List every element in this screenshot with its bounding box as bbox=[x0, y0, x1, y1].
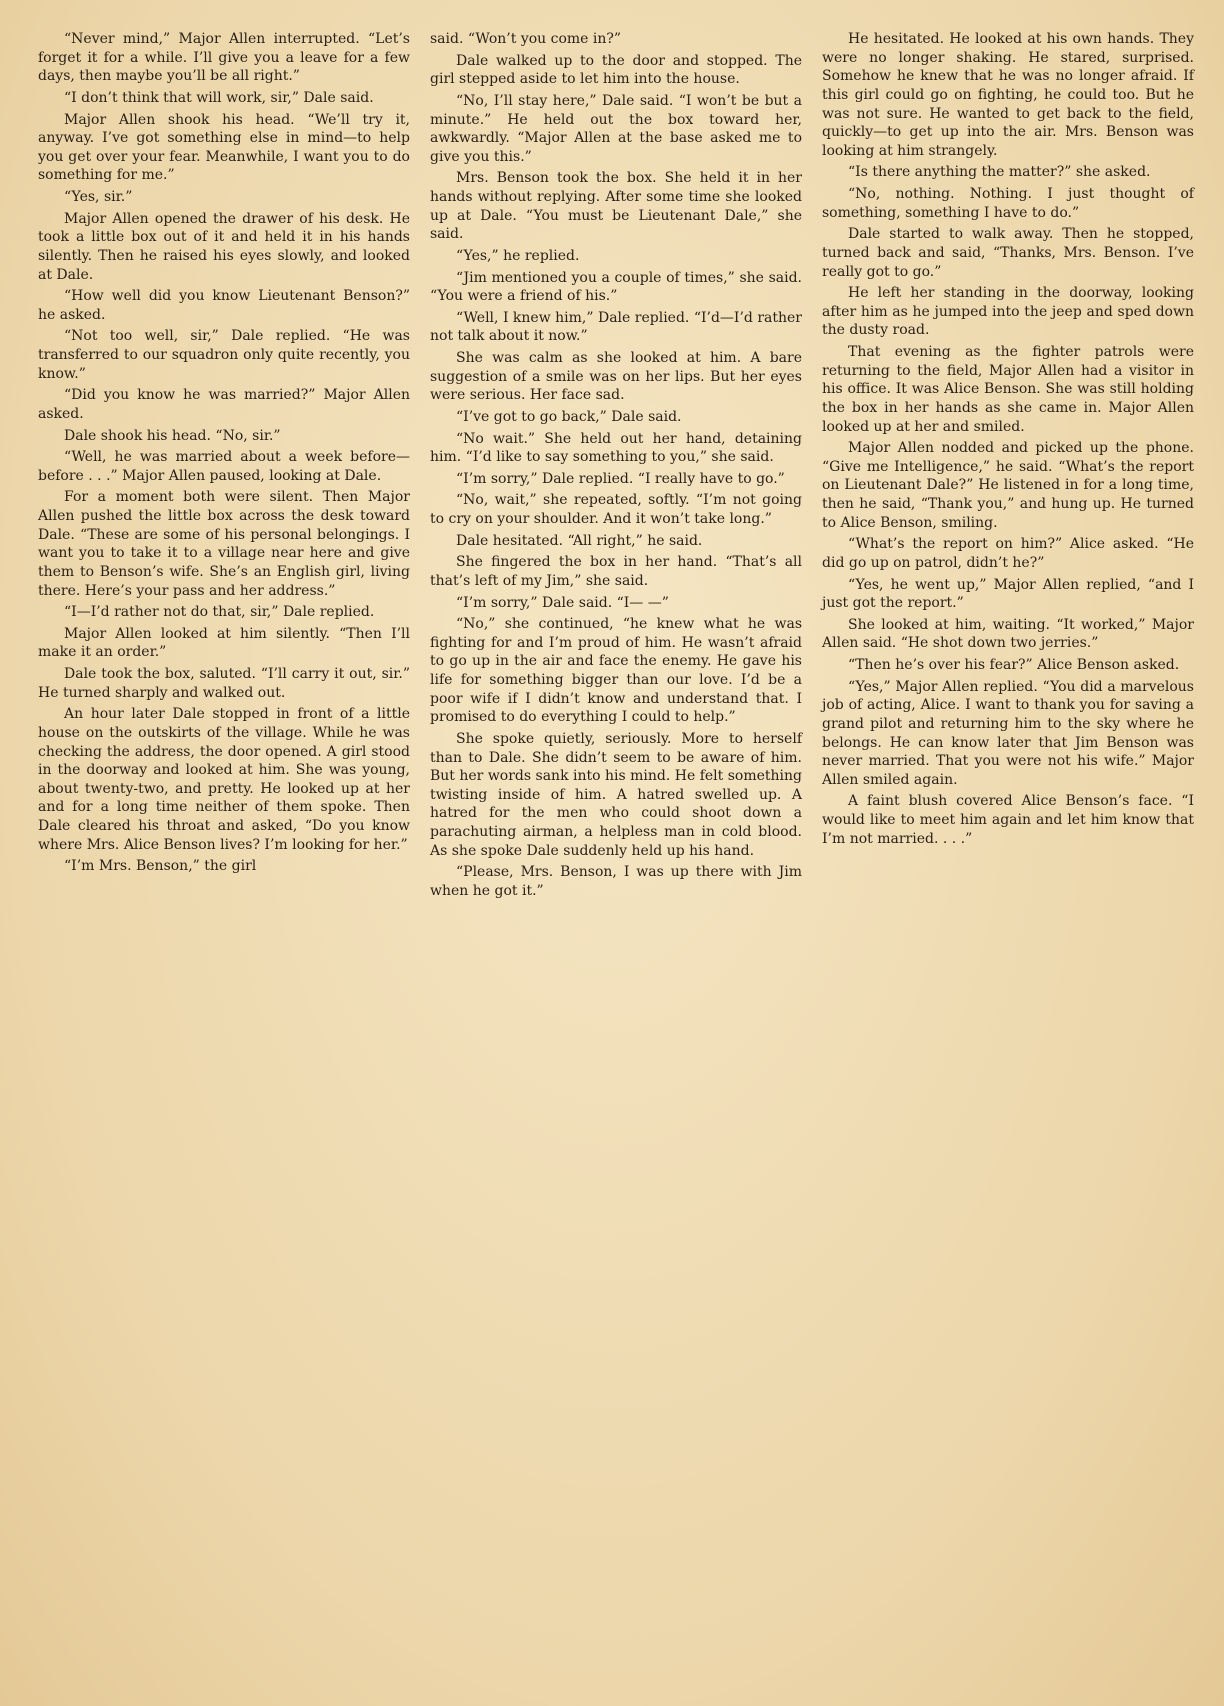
paragraph: A faint blush covered Alice Benson’s face. “I would like to meet him again and let him know that I’m not married. . . .” bbox=[822, 793, 1194, 847]
paragraph: said. “Won’t you come in?” bbox=[430, 31, 622, 47]
paragraph: Dale took the box, saluted. “I’ll carry it out, sir.” He turned sharply and walked out. bbox=[38, 666, 410, 701]
paragraph: “How well did you know Lieutenant Benson?” he asked. bbox=[38, 288, 410, 323]
text-column-2 bbox=[430, 30, 802, 1706]
paragraph: “No,” she continued, “he knew what he was fighting for and I’m proud of him. He wasn’t afraid to go up in the air and face the enemy. He gave his life for something bigger than our love. I’d be a poor wife if I didn’t know and understand that. I promised to do everything I could to help.” bbox=[430, 616, 802, 726]
paragraph: She spoke quietly, seriously. More to herself than to Dale. She didn’t seem to be aware of him. But her words sank into his mind. He felt something twisting inside of him. A hatred swelled up. A hatred for the men who could shoot down a parachuting airman, a helpless man in cold blood. As she spoke Dale suddenly held up his hand. bbox=[430, 730, 803, 859]
paragraph: Dale shook his head. “No, sir.” bbox=[64, 427, 281, 444]
text-column-3 bbox=[822, 30, 1194, 1706]
paragraph: “No, nothing. Nothing. I just thought of something, something I have to do.” bbox=[822, 186, 1194, 221]
paragraph: “I don’t think that will work, sir,” Dale said. bbox=[64, 89, 374, 106]
paragraph: He hesitated. He looked at his own hands. They were no longer shaking. He stared, surprised. Somehow he knew that he was no longer afraid. If this girl could go on fighting, he could too. But he was not sure. He wanted to get back to the field, quickly—to get up into the air. Mrs. Benson was looking at him strangely. bbox=[822, 31, 1194, 159]
paragraph: “Not too well, sir,” Dale replied. “He was transferred to our squadron only quite recently, you know.” bbox=[38, 328, 410, 382]
paragraph: An hour later Dale stopped in front of a little house on the outskirts of the village. While he was checking the address, the door opened. A girl stood in the doorway and looked at him. She was young, about twenty-two, and pretty. He looked up at her and for a long time neither of them spoke. Then Dale cleared his throat and asked, “Do you know where Mrs. Alice Benson lives? I’m looking for her.” bbox=[38, 706, 410, 853]
paragraph: “Well, he was married about a week before—before . . .” Major Allen paused, looking at Dale. bbox=[38, 449, 410, 484]
paragraph: “Well, I knew him,” Dale replied. “I’d—I’d rather not talk about it now.” bbox=[430, 309, 802, 345]
paragraph: Major Allen nodded and picked up the phone. “Give me Intelligence,” he said. “What’s the report on Lieutenant Dale?” He listened in for a long time, then he said, “Thank you,” and hung up. He turned to Alice Benson, smiling. bbox=[822, 440, 1194, 531]
paragraph: Dale started to walk away. Then he stopped, turned back and said, “Thanks, Mrs. Benson. I’ve really got to go.” bbox=[822, 226, 1194, 280]
paragraph: “Jim mentioned you a couple of times,” she said. “You were a friend of his.” bbox=[430, 269, 802, 305]
paragraph: He left her standing in the doorway, looking after him as he jumped into the jeep and sped down the dusty road. bbox=[822, 285, 1194, 339]
paragraph: Major Allen shook his head. “We’ll try it, anyway. I’ve got something else in mind—to help you get over your fear. Meanwhile, I want you to do something for me.” bbox=[38, 111, 410, 184]
paragraph: Dale walked up to the door and stopped. The girl stepped aside to let him into the house. bbox=[430, 52, 802, 88]
text-column-1 bbox=[38, 30, 410, 1706]
paragraph: She looked at him, waiting. “It worked,” Major Allen said. “He shot down two jerries.” bbox=[822, 616, 1194, 652]
paragraph: “I—I’d rather not do that, sir,” Dale replied. bbox=[64, 604, 375, 621]
paragraph: “Yes, sir.” bbox=[64, 189, 133, 205]
paragraph: “I’m sorry,” Dale replied. “I really have to go.” bbox=[456, 470, 785, 487]
paragraph: “What’s the report on him?” Alice asked. “He did go up on patrol, didn’t he?” bbox=[822, 536, 1194, 571]
paragraph: Major Allen looked at him silently. “Then I’ll make it an order.” bbox=[38, 625, 410, 661]
paragraph: “Is there anything the matter?” she asked. bbox=[848, 164, 1151, 181]
paragraph: “Did you know he was married?” Major Allen asked. bbox=[38, 387, 410, 422]
paragraph: “No, wait,” she repeated, softly. “I’m not going to cry on your shoulder. And it won’t take long.” bbox=[430, 492, 802, 527]
paragraph: She was calm as she looked at him. A bare suggestion of a smile was on her lips. But her eyes were serious. Her face sad. bbox=[430, 350, 802, 404]
paragraph: “Please, Mrs. Benson, I was up there with Jim when he got it.” bbox=[430, 864, 802, 899]
paragraph: “Never mind,” Major Allen interrupted. “Let’s forget it for a while. I’ll give you a leave for a few days, then maybe you’ll be all right.” bbox=[38, 31, 410, 85]
paragraph: “No wait.” She held out her hand, detaining him. “I’d like to say something to you,” she said. bbox=[430, 430, 802, 466]
paragraph: For a moment both were silent. Then Major Allen pushed the little box across the desk toward Dale. “These are some of his personal belongings. I want you to take it to a village near here and give them to Benson’s wife. She’s an English girl, living there. Here’s your pass and her address.” bbox=[38, 489, 410, 599]
paragraph: “Yes,” he replied. bbox=[456, 247, 580, 264]
paragraph: “No, I’ll stay here,” Dale said. “I won’t be but a minute.” He held out the box toward her, awkwardly. “Major Allen at the base asked me to give you this.” bbox=[430, 92, 802, 165]
paragraph: Dale hesitated. “All right,” he said. bbox=[456, 532, 703, 549]
paragraph: “Then he’s over his fear?” Alice Benson asked. bbox=[848, 657, 1180, 673]
paragraph: “I’ve got to go back,” Dale said. bbox=[456, 408, 682, 425]
paragraph: Mrs. Benson took the box. She held it in her hands without replying. After some time she looked up at Dale. “You must be Lieutenant Dale,” she said. bbox=[430, 170, 802, 243]
paragraph: “Yes,” Major Allen replied. “You did a marvelous job of acting, Alice. I want to thank you for saving a grand pilot and returning him to the sky where he belongs. He can know later that Jim Benson was never married. That you were not his wife.” Major Allen smiled again. bbox=[822, 678, 1194, 788]
paragraph: “Yes, he went up,” Major Allen replied, “and I just got the report.” bbox=[822, 576, 1194, 612]
paragraph: That evening as the fighter patrols were returning to the field, Major Allen had a visitor in his office. It was Alice Benson. She was still holding the box in her hands as she came in. Major Allen looked up at her and smiled. bbox=[822, 344, 1194, 435]
paragraph: “I’m Mrs. Benson,” the girl bbox=[64, 858, 257, 875]
paragraph: “I’m sorry,” Dale said. “I— —” bbox=[456, 594, 669, 611]
paragraph: Major Allen opened the drawer of his desk. He took a little box out of it and held it in his hands silently. Then he raised his eyes slowly, and looked at Dale. bbox=[38, 210, 410, 283]
paragraph: She fingered the box in her hand. “That’s all that’s left of my Jim,” she said. bbox=[430, 554, 802, 589]
